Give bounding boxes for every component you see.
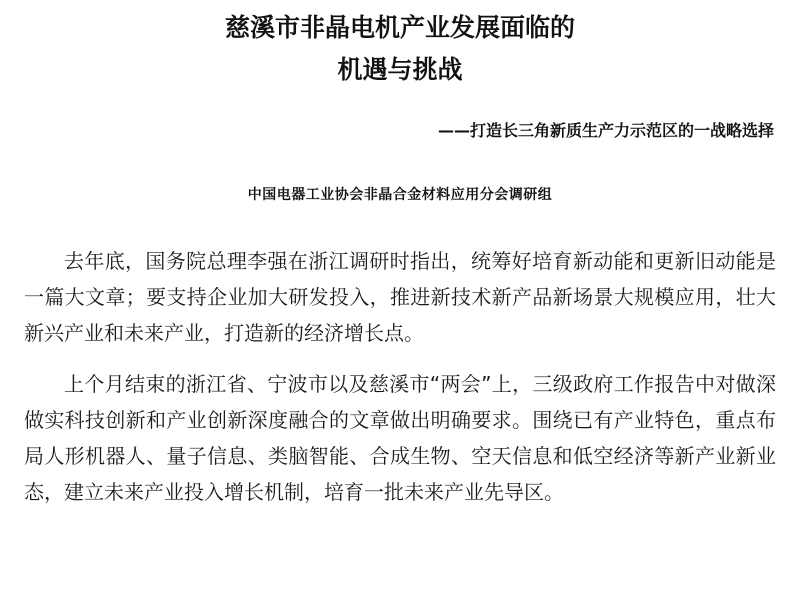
article-title-line-2: 机遇与挑战 [337, 55, 463, 84]
article-subtitle: ——打造长三角新质生产力示范区的一战略选择 [437, 121, 774, 140]
article-title-line-1: 慈溪市非晶电机产业发展面临的 [224, 13, 575, 42]
body-paragraph: 上个月结束的浙江省、宁波市以及慈溪市“两会”上，三级政府工作报告中对做深做实科技创新和产业创新深度融合的文章做出明确要求。围绕已有产业特色，重点布局人形机器人、量子信息、类脑智能、合成生物、空天信息和低空经济等新产业新业态，建立未来产业投入增长机制，培育一批未来产业先导区。 [24, 372, 776, 504]
article-author: 中国电器工业协会非晶合金材料应用分会调研组 [247, 187, 553, 203]
body-paragraph: 去年底，国务院总理李强在浙江调研时指出，统筹好培育新动能和更新旧动能是一篇大文章；要支持企业加大研发投入，推进新技术新产品新场景大规模应用，壮大新兴产业和未来产业，打造新的经济增长点。 [24, 249, 776, 345]
article-body [24, 243, 776, 525]
